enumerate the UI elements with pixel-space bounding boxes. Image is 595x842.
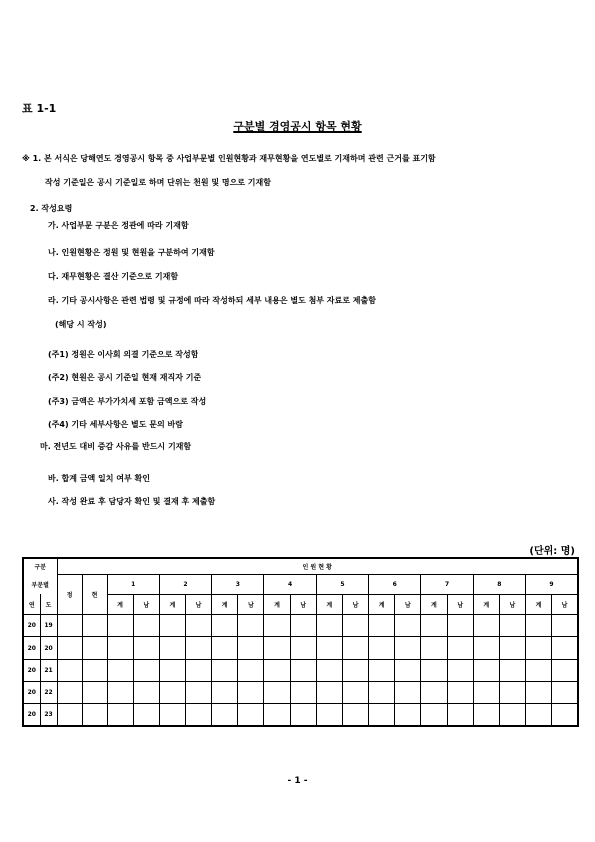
table-cell	[342, 659, 368, 681]
table-cell	[342, 615, 368, 637]
table-cell	[552, 681, 578, 703]
table-cell	[421, 681, 447, 703]
year-cell-a: 20	[23, 637, 40, 659]
sub-col-header: 남	[342, 594, 368, 614]
table-cell	[82, 681, 107, 703]
table-cell	[499, 615, 525, 637]
table-cell	[342, 681, 368, 703]
corner-header-mid: 부문별	[23, 574, 57, 594]
unit-label: (단위: 명)	[529, 546, 575, 557]
sub-col-header: 계	[264, 594, 290, 614]
sub-col-header: 계	[473, 594, 499, 614]
group-col-header: 2	[159, 574, 211, 594]
table-cell	[369, 637, 395, 659]
group-header: 인 원 현 황	[57, 558, 578, 574]
table-cell	[212, 681, 238, 703]
sub-col-header: 남	[290, 594, 316, 614]
table-cell	[369, 681, 395, 703]
table-cell	[290, 681, 316, 703]
sub-col-header: 계	[212, 594, 238, 614]
table-cell	[526, 637, 552, 659]
table-cell	[238, 637, 264, 659]
table-cell	[133, 659, 159, 681]
table-cell	[212, 615, 238, 637]
group-col-header: 5	[316, 574, 368, 594]
table-cell	[238, 704, 264, 726]
page-number: - 1 -	[287, 776, 308, 786]
table-cell	[316, 681, 342, 703]
table-cell	[159, 637, 185, 659]
table-cell	[159, 615, 185, 637]
bullet-item: 가. 사업부문 구분은 정관에 따라 기재함	[48, 221, 189, 230]
table-cell	[316, 659, 342, 681]
note-line: (주3) 금액은 부가가치세 포함 금액으로 작성	[48, 397, 207, 406]
table-cell	[316, 704, 342, 726]
table-cell	[264, 681, 290, 703]
table-cell	[212, 659, 238, 681]
table-cell	[212, 704, 238, 726]
table-cell	[395, 615, 421, 637]
table-cell	[499, 681, 525, 703]
section-number: 표 1-1	[22, 102, 57, 115]
sub-heading: 2. 작성요령	[30, 204, 73, 213]
table-cell	[82, 704, 107, 726]
table-cell	[82, 659, 107, 681]
table-cell	[395, 637, 421, 659]
table-cell	[264, 659, 290, 681]
table-cell	[238, 681, 264, 703]
year-cell-b: 20	[40, 637, 57, 659]
corner-header-top: 구분	[23, 558, 57, 574]
table-cell	[238, 615, 264, 637]
table-cell	[290, 615, 316, 637]
sub-col-header: 계	[316, 594, 342, 614]
year-cell-b: 23	[40, 704, 57, 726]
table-cell	[552, 704, 578, 726]
table-cell	[57, 615, 82, 637]
table-cell	[342, 704, 368, 726]
bullet-item: 나. 인원현황은 정원 및 현원을 구분하여 기재함	[48, 248, 215, 257]
table-cell	[447, 615, 473, 637]
group-col-header: 7	[421, 574, 473, 594]
group-col-header: 8	[473, 574, 525, 594]
table-row	[23, 681, 578, 703]
year-cell-a: 20	[23, 615, 40, 637]
sub-col-header: 남	[238, 594, 264, 614]
sub-header-a: 정	[57, 574, 82, 614]
table-cell	[395, 659, 421, 681]
bullet-continuation: (해당 시 작성)	[55, 320, 107, 329]
intro-line-1: ※ 1. 본 서식은 당해연도 경영공시 항목 중 사업부문별 인원현황과 재무현황을 연도별로 기재하며 관련 근거를 표기함	[22, 154, 436, 163]
group-col-header: 1	[107, 574, 159, 594]
sub-col-header: 계	[421, 594, 447, 614]
note-line: (주1) 정원은 이사회 의결 기준으로 작성함	[48, 350, 199, 359]
table-cell	[526, 681, 552, 703]
table-cell	[447, 637, 473, 659]
bullet-item: 다. 재무현황은 결산 기준으로 기재함	[48, 272, 179, 281]
table-cell	[447, 659, 473, 681]
table-cell	[473, 681, 499, 703]
table-cell	[499, 704, 525, 726]
sub-col-header: 계	[159, 594, 185, 614]
table-cell	[159, 659, 185, 681]
group-col-header: 3	[212, 574, 264, 594]
table-cell	[552, 637, 578, 659]
table-cell	[159, 704, 185, 726]
sub-col-header: 남	[499, 594, 525, 614]
table-cell	[82, 637, 107, 659]
year-cell-a: 20	[23, 659, 40, 681]
table-cell	[526, 659, 552, 681]
note-line: (주4) 기타 세부사항은 별도 문의 바람	[48, 420, 183, 429]
table-cell	[342, 637, 368, 659]
table-cell	[395, 681, 421, 703]
table-cell	[107, 681, 133, 703]
table-row	[23, 704, 578, 726]
table-cell	[473, 615, 499, 637]
year-cell-b: 19	[40, 615, 57, 637]
intro-line-2: 작성 기준일은 공시 기준일로 하며 단위는 천원 및 명으로 기재함	[45, 178, 271, 187]
sub-col-header: 남	[185, 594, 211, 614]
table-cell	[369, 704, 395, 726]
table-cell	[264, 615, 290, 637]
table-cell	[107, 704, 133, 726]
table-row	[23, 615, 578, 637]
corner-header-right: 도	[40, 594, 57, 614]
table-cell	[133, 681, 159, 703]
table-cell	[57, 704, 82, 726]
year-cell-a: 20	[23, 681, 40, 703]
table-cell	[185, 615, 211, 637]
table-cell	[159, 681, 185, 703]
note-line: (주2) 현원은 공시 기준일 현재 재직자 기준	[48, 373, 202, 382]
group-col-header: 4	[264, 574, 316, 594]
table-cell	[212, 637, 238, 659]
table-row	[23, 659, 578, 681]
table-cell	[185, 637, 211, 659]
table-cell	[552, 615, 578, 637]
bullet-item: 라. 기타 공시사항은 관련 법령 및 규정에 따라 작성하되 세부 내용은 별도 첨부 자료로 제출함	[48, 296, 376, 305]
sub-col-header: 남	[447, 594, 473, 614]
extra-item: 바. 합계 금액 일치 여부 확인	[48, 474, 150, 483]
table-cell	[421, 615, 447, 637]
table-cell	[499, 637, 525, 659]
table-cell	[447, 704, 473, 726]
table-cell	[82, 615, 107, 637]
table-cell	[421, 637, 447, 659]
group-col-header: 6	[369, 574, 421, 594]
corner-header-left: 연	[23, 594, 40, 614]
sub-col-header: 남	[552, 594, 578, 614]
table-cell	[57, 659, 82, 681]
year-cell-a: 20	[23, 704, 40, 726]
sub-col-header: 계	[369, 594, 395, 614]
table-cell	[133, 615, 159, 637]
table-cell	[369, 659, 395, 681]
table-cell	[526, 615, 552, 637]
extra-item: 마. 전년도 대비 증감 사유를 반드시 기재함	[40, 442, 192, 451]
table-cell	[107, 637, 133, 659]
table-cell	[499, 659, 525, 681]
table-cell	[447, 681, 473, 703]
table-cell	[185, 704, 211, 726]
table-cell	[473, 659, 499, 681]
table-cell	[290, 637, 316, 659]
table-row	[23, 637, 578, 659]
table-cell	[290, 659, 316, 681]
table-cell	[421, 659, 447, 681]
table-cell	[107, 615, 133, 637]
table-cell	[473, 637, 499, 659]
group-col-header: 9	[526, 574, 579, 594]
document-title: 구분별 경영공시 항목 현황	[233, 120, 362, 133]
sub-col-header: 남	[133, 594, 159, 614]
table-cell	[316, 615, 342, 637]
sub-col-header: 계	[526, 594, 552, 614]
table-cell	[264, 704, 290, 726]
year-cell-b: 21	[40, 659, 57, 681]
table-cell	[369, 615, 395, 637]
table-cell	[316, 637, 342, 659]
sub-header-b: 현	[82, 574, 107, 614]
staff-table	[22, 557, 579, 727]
sub-col-header: 남	[395, 594, 421, 614]
table-cell	[238, 659, 264, 681]
table-cell	[107, 659, 133, 681]
table-cell	[526, 704, 552, 726]
table-cell	[421, 704, 447, 726]
table-cell	[473, 704, 499, 726]
table-cell	[57, 637, 82, 659]
table-cell	[185, 681, 211, 703]
table-cell	[264, 637, 290, 659]
table-cell	[133, 637, 159, 659]
table-cell	[290, 704, 316, 726]
year-cell-b: 22	[40, 681, 57, 703]
table-cell	[57, 681, 82, 703]
table-cell	[185, 659, 211, 681]
extra-item: 사. 작성 완료 후 담당자 확인 및 결재 후 제출함	[48, 497, 216, 506]
table-cell	[395, 704, 421, 726]
sub-col-header: 계	[107, 594, 133, 614]
table-cell	[552, 659, 578, 681]
table-cell	[133, 704, 159, 726]
